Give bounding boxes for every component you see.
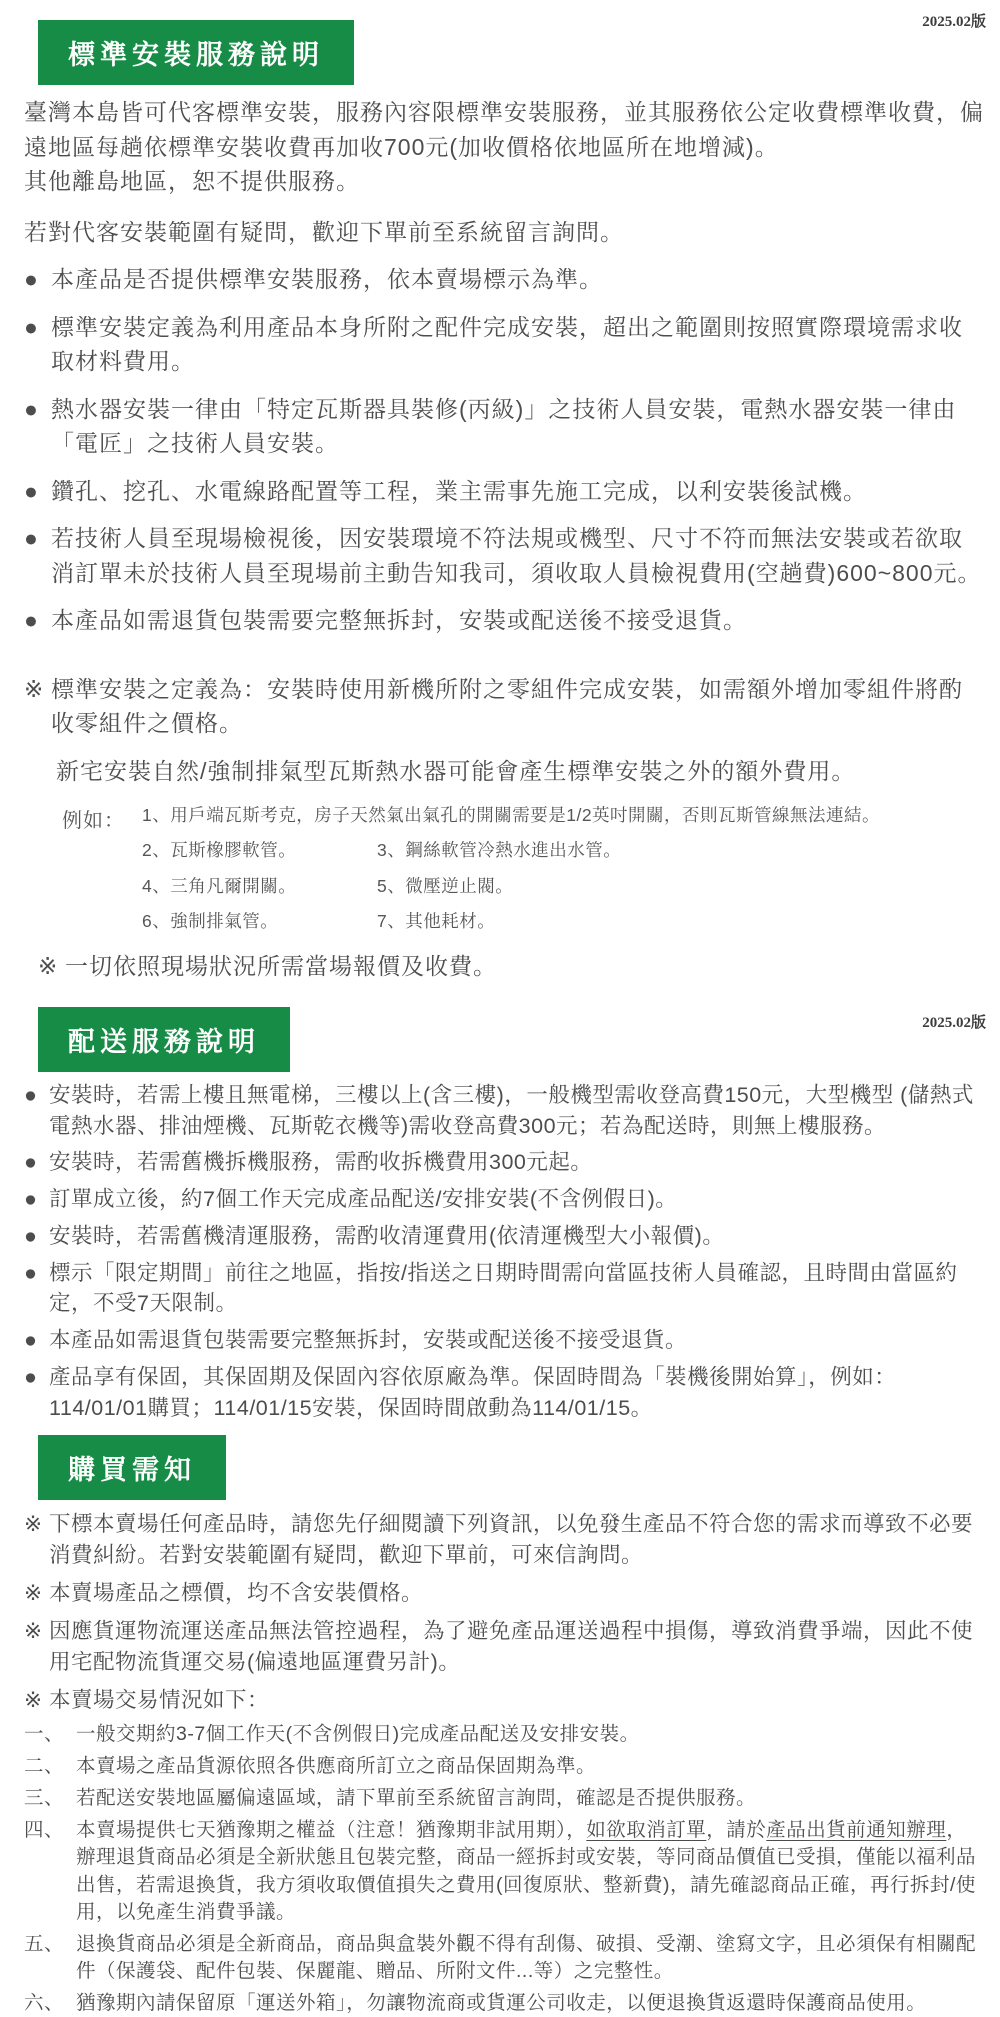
list-item <box>24 521 984 590</box>
version-label: 2025.02版 <box>922 1015 986 1031</box>
reference-mark-icon: ※ <box>24 1581 43 1606</box>
terms-item-text: 退換貨商品必須是全新商品，商品與盒裝外觀不得有刮傷、破損、受潮、塗寫文字，且必須保有相關配件（保護袋、配件包裝、保麗龍、贈品、所附文件...等）之完整性。 <box>76 1932 977 1982</box>
terms-item-number: 二、 <box>24 1755 65 1778</box>
list-item <box>24 1147 984 1178</box>
section-delivery-service <box>0 1007 1000 1423</box>
terms-item <box>24 1785 984 1812</box>
underlined-text: 產品出貨前通知辦理 <box>766 1819 947 1842</box>
terms-item <box>24 1753 984 1780</box>
example-item: 1、用戶端瓦斯考克，房子天然氣出氣孔的開關需要是1/2英吋開關，否則瓦斯管線無法連結。 <box>142 805 881 825</box>
note-subparagraph: 新宅安裝自然/強制排氣型瓦斯熱水器可能會產生標準安裝之外的額外費用。 <box>56 757 856 784</box>
list-item-text: 鑽孔、挖孔、水電線路配置等工程，業主需事先施工完成，以利安裝後試機。 <box>51 477 867 504</box>
note-item <box>38 949 984 984</box>
note-item <box>24 1509 984 1571</box>
note-text: 下標本賣場任何產品時，請您先仔細閱讀下列資訊，以免發生產品不符合您的需求而導致不必要消費糾紛。若對安裝範圍有疑問，歡迎下單前，可來信詢問。 <box>49 1512 974 1568</box>
note-text: 標準安裝之定義為：安裝時使用新機所附之零組件完成安裝，如需額外增加零組件將酌收零組件之價格。 <box>51 675 963 736</box>
reference-mark-icon: ※ <box>24 1688 43 1713</box>
example-item: 3、鋼絲軟管冷熱水進出水管。 <box>377 840 622 861</box>
terms-list <box>24 1721 984 2017</box>
note-item <box>24 1685 984 1716</box>
list-item-text: 標示「限定期間」前往之地區，指按/指送之日期時間需向當區技術人員確認，且時間由當區約定，不受7天限制。 <box>49 1260 958 1316</box>
list-item-text: 安裝時，若需舊機清運服務，需酌收清運費用(依清運機型大小報價)。 <box>49 1223 725 1248</box>
example-item: 5、微壓逆止閥。 <box>377 875 514 896</box>
bullet-icon: ● <box>24 1328 38 1353</box>
list-item-text: 本產品如需退貨包裝需要完整無拆封，安裝或配送後不接受退貨。 <box>51 607 747 633</box>
section-title-delivery-service: 配送服務說明 <box>38 1007 290 1072</box>
bullet-icon: ● <box>24 525 39 551</box>
note-text: 本賣場交易情況如下： <box>49 1688 270 1713</box>
bullet-icon: ● <box>24 477 39 504</box>
example-item: 4、三角凡爾開關。 <box>142 875 297 896</box>
examples-block <box>62 803 984 935</box>
terms-item-number: 五、 <box>24 1932 65 1955</box>
bullet-icon: ● <box>24 1150 38 1175</box>
list-item <box>24 262 984 297</box>
reference-mark-icon: ※ <box>38 952 59 979</box>
terms-item <box>24 1721 984 1748</box>
terms-item <box>24 1817 984 1925</box>
terms-text-segment: ，辦理退貨商品必須是全新狀態且包裝完整，商品一經拆封或安裝，等同商品價值已受損，僅能以福利品出售，若需退換貨，我方須收取價值損失之費用(回復原狀、整新費)，請先確認商品正確，再行拆封/使用，以免產生消費爭議。 <box>76 1819 977 1923</box>
list-item <box>24 474 984 509</box>
section-title-standard-installation: 標準安裝服務說明 <box>38 20 354 85</box>
note-text: 本賣場產品之標價，均不含安裝價格。 <box>49 1581 424 1606</box>
list-item <box>24 392 984 461</box>
list-item <box>24 1184 984 1215</box>
reference-mark-icon: ※ <box>24 1619 43 1644</box>
examples-content <box>142 803 984 935</box>
example-item: 2、瓦斯橡膠軟管。 <box>142 840 297 861</box>
intro-paragraph: 臺灣本島皆可代客標準安裝，服務內容限標準安裝服務，並其服務依公定收費標準收費，偏遠地區每趟依標準安裝收費再加收700元(加收價格依地區所在地增減)。 <box>24 99 984 160</box>
note-text: 一切依照現場狀況所需當場報價及收費。 <box>65 952 497 979</box>
bullet-icon: ● <box>24 1364 38 1389</box>
bullet-icon: ● <box>24 1223 38 1248</box>
example-item: 7、其他耗材。 <box>377 911 496 932</box>
example-row <box>142 838 984 863</box>
intro-paragraph: 若對代客安裝範圍有疑問，歡迎下單前至系統留言詢問。 <box>24 218 624 245</box>
bullet-icon: ● <box>24 313 39 340</box>
bullet-icon: ● <box>24 1260 38 1285</box>
reference-mark-icon: ※ <box>24 675 45 702</box>
list-item-text: 若技術人員至現場檢視後，因安裝環境不符法規或機型、尺寸不符而無法安裝或若欲取消訂單未於技術人員至現場前主動告知我司，須收取人員檢視費用(空趟費)600~800元。 <box>51 525 982 586</box>
terms-item-number: 四、 <box>24 1819 65 1842</box>
examples-label: 例如： <box>62 810 125 832</box>
example-row <box>142 909 984 934</box>
reference-mark-icon: ※ <box>24 1512 43 1537</box>
list-item-text: 訂單成立後，約7個工作天完成產品配送/安排安裝(不含例假日)。 <box>49 1187 678 1212</box>
list-item <box>24 1362 984 1423</box>
list-item-text: 安裝時，若需舊機拆機服務，需酌收拆機費用300元起。 <box>49 1150 593 1175</box>
bullet-icon: ● <box>24 266 39 292</box>
bullet-icon: ● <box>24 395 39 422</box>
terms-item-text <box>76 1817 984 1925</box>
note-item <box>24 1616 984 1678</box>
bullet-icon: ● <box>24 1083 38 1107</box>
section-purchase-notice <box>0 1423 1000 2017</box>
terms-text-segment: 本賣場提供七天猶豫期之權益（注意！猶豫期非試用期）， <box>76 1819 587 1842</box>
list-item-text: 本產品如需退貨包裝需要完整無拆封，安裝或配送後不接受退貨。 <box>49 1328 688 1353</box>
terms-item-number: 一、 <box>24 1723 65 1746</box>
list-item <box>24 1325 984 1356</box>
list-item-text: 標準安裝定義為利用產品本身所附之配件完成安裝，超出之範圍則按照實際環境需求收取材料費用。 <box>51 313 963 374</box>
terms-item-text: 一般交期約3-7個工作天(不含例假日)完成產品配送及安排安裝。 <box>76 1723 640 1746</box>
note-text: 因應貨運物流運送產品無法管控過程，為了避免產品運送過程中損傷，導致消費爭端，因此不使用宅配物流貨運交易(偏遠地區運費另計)。 <box>49 1619 974 1675</box>
intro-paragraph: 其他離島地區，恕不提供服務。 <box>24 168 360 194</box>
bullet-icon: ● <box>24 1187 38 1212</box>
section-title-purchase-notice: 購買需知 <box>38 1435 226 1500</box>
list-item <box>24 310 984 379</box>
example-row <box>142 874 984 899</box>
section-standard-installation <box>0 0 1000 983</box>
list-item-text: 安裝時，若需上樓且無電梯，三樓以上(含三樓)，一般機型需收登高費150元，大型機型 (儲熱式電熱水器、排油煙機、瓦斯乾衣機等)需收登高費300元；若為配送時，則無上樓服務。 <box>49 1083 974 1138</box>
terms-item <box>24 1931 984 1985</box>
version-label: 2025.02版 <box>922 14 986 30</box>
underlined-text: 如欲取消訂單 <box>586 1819 707 1842</box>
list-item <box>24 1221 984 1252</box>
list-item <box>24 603 984 638</box>
list-item <box>24 1258 984 1319</box>
terms-text-segment: ，請於 <box>706 1819 767 1842</box>
note-item <box>24 1578 984 1609</box>
bullet-icon: ● <box>24 607 39 633</box>
list-item-text: 產品享有保固，其保固期及保固內容依原廠為準。保固時間為「裝機後開始算」，例如：114/01/01購買；114/01/15安裝，保固時間啟動為114/01/15。 <box>49 1364 897 1420</box>
terms-item-number: 三、 <box>24 1787 65 1810</box>
note-item <box>24 672 984 741</box>
terms-item-text: 本賣場之產品貨源依照各供應商所訂立之商品保固期為準。 <box>76 1755 597 1778</box>
list-item-text: 熱水器安裝一律由「特定瓦斯器具裝修(丙級)」之技術人員安裝，電熱水器安裝一律由「電匠」之技術人員安裝。 <box>51 395 957 456</box>
terms-item-text: 若配送安裝地區屬偏遠區域，請下單前至系統留言詢問，確認是否提供服務。 <box>76 1787 757 1810</box>
terms-item-text: 猶豫期內請保留原「運送外箱」，勿讓物流商或貨運公司收走，以便退換貨返還時保護商品使用。 <box>76 1991 927 2014</box>
terms-item-number: 六、 <box>24 1991 65 2014</box>
list-item <box>24 1080 984 1141</box>
example-item: 6、強制排氣管。 <box>142 911 279 932</box>
terms-item <box>24 1990 984 2017</box>
list-item-text: 本產品是否提供標準安裝服務，依本賣場標示為準。 <box>51 266 603 292</box>
